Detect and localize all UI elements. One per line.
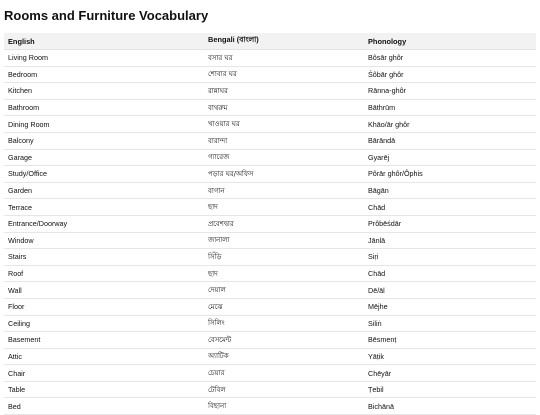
cell-bengali: অ্যাটিক [204,348,364,365]
cell-phonology: Gyarēj [364,149,536,166]
cell-bengali: সিলিং [204,315,364,332]
table-row [4,298,536,315]
cell-english: Stairs [4,249,204,266]
cell-phonology: Bôsār ghôr [364,50,536,67]
cell-bengali: পড়ার ঘর/অফিস [204,166,364,183]
cell-english: Garden [4,182,204,199]
cell-phonology: Bēsmenṭ [364,332,536,349]
cell-bengali: সিঁড়ি [204,249,364,266]
cell-english: Terrace [4,199,204,216]
table-row [4,381,536,398]
cell-phonology: Bāgān [364,182,536,199]
column-header-bengali: Bengali (বাংলা) [204,33,364,50]
cell-phonology: Bārāndā [364,132,536,149]
cell-phonology: Dē/āl [364,282,536,299]
cell-english: Dining Room [4,116,204,133]
cell-english: Bedroom [4,66,204,83]
cell-bengali: গ্যারেজ [204,149,364,166]
cell-bengali: ছাদ [204,199,364,216]
cell-bengali: চেয়ার [204,365,364,382]
cell-bengali: রান্নাঘর [204,83,364,100]
cell-phonology: Chēyār [364,365,536,382]
cell-bengali: ছাদ [204,265,364,282]
cell-bengali: দেয়াল [204,282,364,299]
cell-phonology: Khāo/ār ghôr [364,116,536,133]
cell-bengali: বারান্দা [204,132,364,149]
table-header-row [4,33,536,50]
table-row [4,83,536,100]
cell-english: Garage [4,149,204,166]
table-row [4,132,536,149]
cell-english: Balcony [4,132,204,149]
cell-phonology: Chād [364,265,536,282]
cell-bengali: খাওয়ার ঘর [204,116,364,133]
table-row [4,249,536,266]
cell-english: Living Room [4,50,204,67]
cell-phonology: Siṛi [364,249,536,266]
column-header-english: English [4,33,204,50]
cell-english: Wall [4,282,204,299]
cell-bengali: বাগান [204,182,364,199]
cell-bengali: টেবিল [204,381,364,398]
table-row [4,348,536,365]
cell-phonology: Prôbēśdār [364,215,536,232]
cell-english: Table [4,381,204,398]
table-row [4,332,536,349]
table-row [4,66,536,83]
cell-phonology: Ṭebil [364,381,536,398]
cell-english: Bed [4,398,204,415]
cell-english: Roof [4,265,204,282]
column-header-phonology: Phonology [364,33,536,50]
vocabulary-table [4,33,536,415]
cell-phonology: Bāthrūm [364,99,536,116]
cell-phonology: Yāṭik [364,348,536,365]
table-row [4,182,536,199]
cell-phonology: Siliṅ [364,315,536,332]
cell-bengali: জানালা [204,232,364,249]
cell-bengali: শোবার ঘর [204,66,364,83]
table-row [4,265,536,282]
cell-english: Ceiling [4,315,204,332]
cell-english: Basement [4,332,204,349]
table-row [4,365,536,382]
table-row [4,50,536,67]
table-row [4,116,536,133]
table-row [4,199,536,216]
cell-bengali: বেসমেন্ট [204,332,364,349]
table-row [4,315,536,332]
table-row [4,99,536,116]
cell-english: Study/Office [4,166,204,183]
cell-english: Chair [4,365,204,382]
cell-phonology: Mējhe [364,298,536,315]
cell-phonology: Jānlā [364,232,536,249]
table-row [4,149,536,166]
cell-bengali: বাথরুম [204,99,364,116]
cell-bengali: প্রবেশদ্বার [204,215,364,232]
cell-english: Floor [4,298,204,315]
cell-english: Entrance/Doorway [4,215,204,232]
cell-phonology: Śôbār ghôr [364,66,536,83]
cell-bengali: বসার ঘর [204,50,364,67]
table-row [4,282,536,299]
table-row [4,215,536,232]
cell-english: Bathroom [4,99,204,116]
cell-bengali: মেঝে [204,298,364,315]
cell-english: Kitchen [4,83,204,100]
table-row [4,166,536,183]
cell-english: Attic [4,348,204,365]
cell-phonology: Chād [364,199,536,216]
cell-bengali: বিছানা [204,398,364,415]
page-title: Rooms and Furniture Vocabulary [4,8,209,23]
table-row [4,232,536,249]
cell-english: Window [4,232,204,249]
cell-phonology: Rānna-ghôr [364,83,536,100]
cell-phonology: Bichānā [364,398,536,415]
table-row [4,398,536,415]
cell-phonology: Pôrār ghôr/Ôphis [364,166,536,183]
